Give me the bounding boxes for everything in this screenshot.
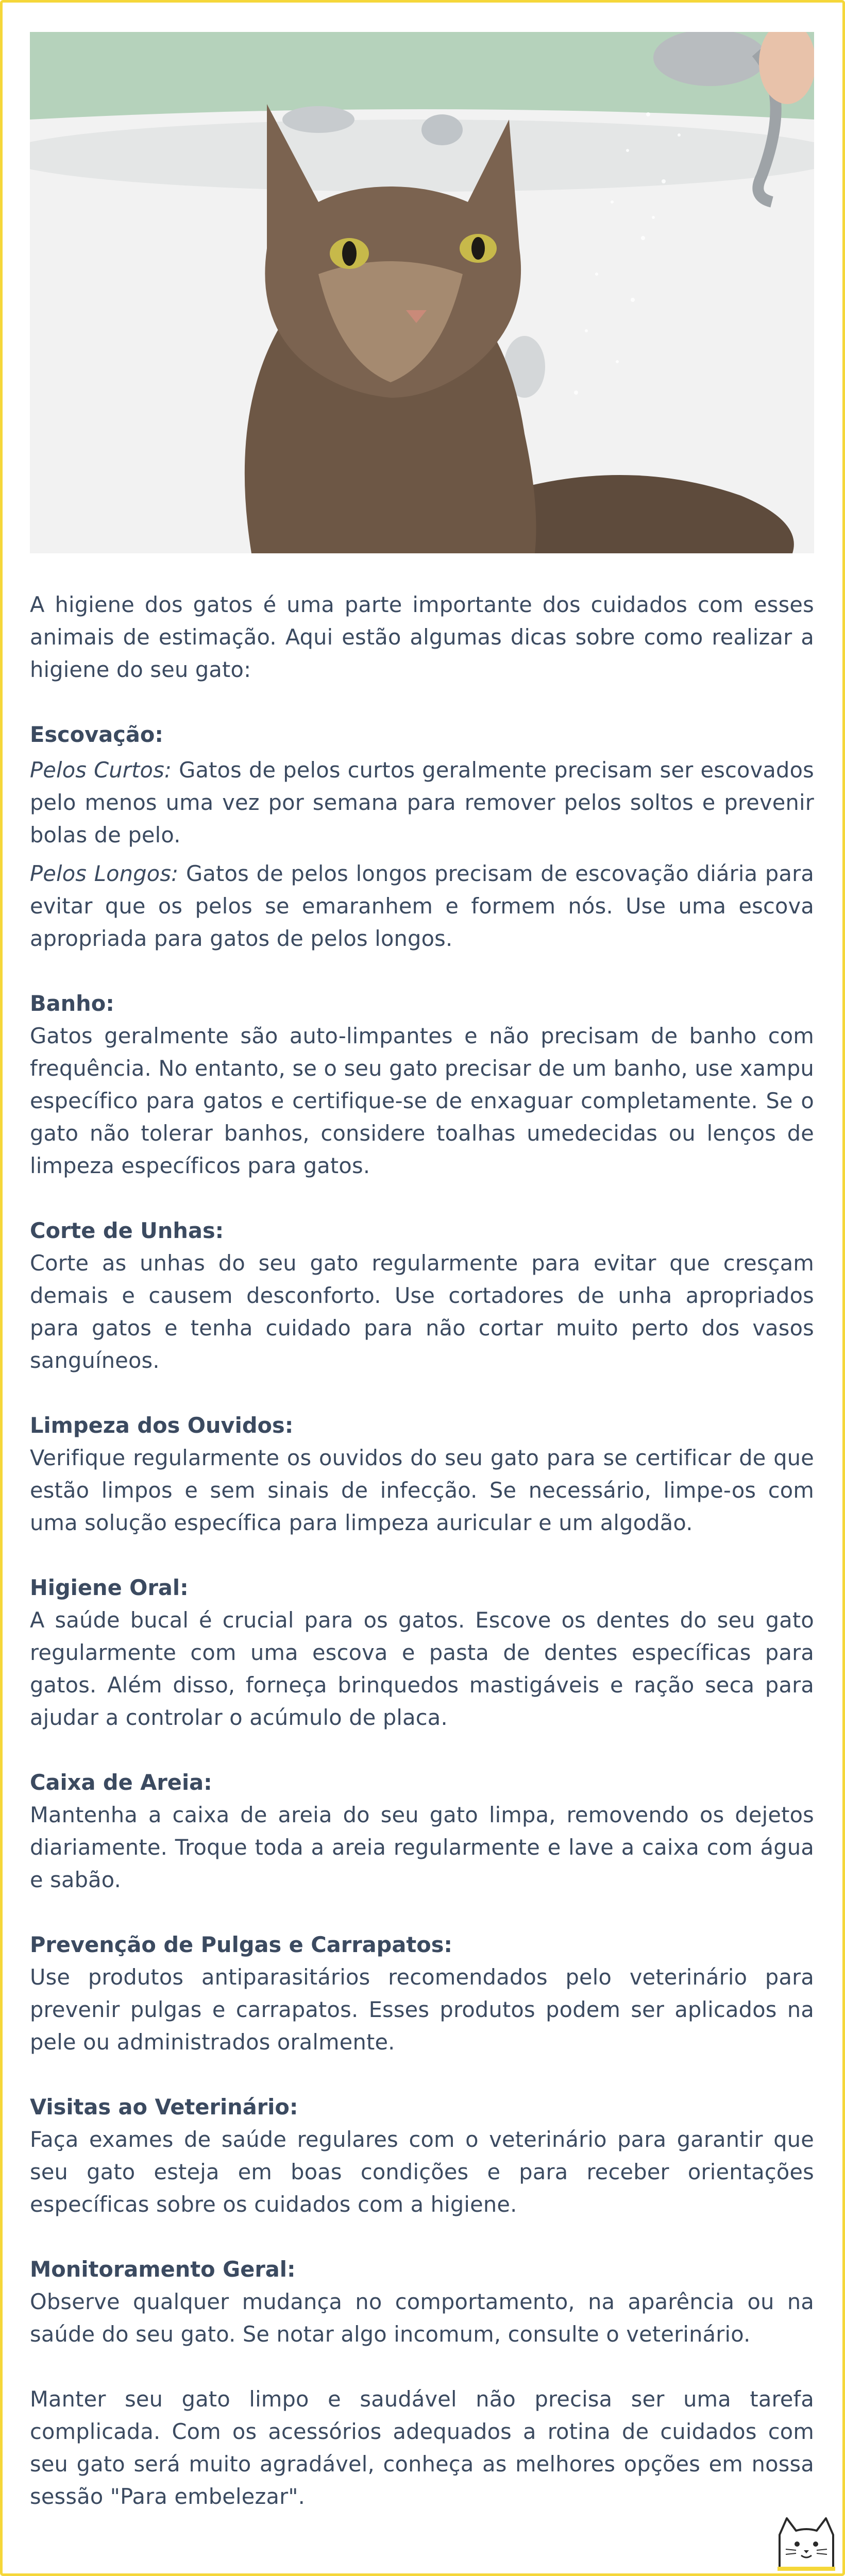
section-monitoramento-geral	[30, 2253, 814, 2350]
section-title: Visitas ao Veterinário:	[30, 2094, 298, 2120]
section-escovacao	[30, 718, 814, 955]
section-higiene-oral	[30, 1571, 814, 1734]
section-caixa-de-areia	[30, 1766, 814, 1896]
sub-item-pelos-curtos	[30, 754, 814, 851]
section-body: Verifique regularmente os ouvidos do seu gato para se certificar de que estão limpos e sem sinais de infecção. Se necessário, limpe-os com uma solução específica para limpeza auricular e um algodão.	[30, 1445, 814, 1535]
sub-item-label: Pelos Curtos:	[30, 757, 172, 783]
section-body: Faça exames de saúde regulares com o veterinário para garantir que seu gato esteja em boas condições e para receber orientações específicas sobre os cuidados com a higiene.	[30, 2127, 814, 2217]
section-visitas-veterinario	[30, 2091, 814, 2221]
section-body: Use produtos antiparasitários recomendados pelo veterinário para prevenir pulgas e carrapatos. Esses produtos podem ser aplicados na pele ou administrados oralmente.	[30, 1964, 814, 2055]
outro-paragraph: Manter seu gato limpo e saudável não precisa ser uma tarefa complicada. Com os acessórios adequados a rotina de cuidados com seu gato será muito agradável, conheça as melhores opções em nossa sessão "Para embelezar".	[30, 2386, 814, 2509]
section-title: Prevenção de Pulgas e Carrapatos:	[30, 1932, 453, 1957]
section-prevencao-pulgas	[30, 1928, 814, 2058]
section-body: Mantenha a caixa de areia do seu gato limpa, removendo os dejetos diariamente. Troque toda a areia regularmente e lave a caixa com água e sabão.	[30, 1802, 814, 1892]
section-body: Observe qualquer mudança no comportamento, na aparência ou na saúde do seu gato. Se notar algo incomum, consulte o veterinário.	[30, 2289, 814, 2347]
section-title: Corte de Unhas:	[30, 1218, 224, 1243]
section-limpeza-dos-ouvidos	[30, 1409, 814, 1539]
section-body: Corte as unhas do seu gato regularmente para evitar que cresçam demais e causem desconforto. Use cortadores de unha apropriados para gatos e tenha cuidado para não cortar muito perto dos vasos sanguíneos.	[30, 1250, 814, 1373]
section-title: Banho:	[30, 991, 114, 1016]
sub-item-text: Gatos de pelos longos precisam de escovação diária para evitar que os pelos se emaranhem e formem nós. Use uma escova apropriada para gatos de pelos longos.	[30, 861, 814, 951]
hero-image-wet-cat	[30, 32, 814, 553]
section-title: Escovação:	[30, 722, 163, 747]
section-corte-de-unhas	[30, 1214, 814, 1377]
sub-item-text: Gatos de pelos curtos geralmente precisam ser escovados pelo menos uma vez por semana para remover pelos soltos e prevenir bolas de pelo.	[30, 757, 814, 848]
section-title: Limpeza dos Ouvidos:	[30, 1413, 294, 1438]
sub-item-label: Pelos Longos:	[30, 861, 179, 886]
section-body: A saúde bucal é crucial para os gatos. Escove os dentes do seu gato regularmente com uma escova e pasta de dentes específicas para gatos. Além disso, forneça brinquedos mastigáveis e ração seca para ajudar a controlar o acúmulo de placa.	[30, 1607, 814, 1730]
intro-paragraph: A higiene dos gatos é uma parte importante dos cuidados com esses animais de estimação. Aqui estão algumas dicas sobre como realizar a higiene do seu gato:	[30, 592, 814, 682]
section-body: Gatos geralmente são auto-limpantes e não precisam de banho com frequência. No entanto, se o seu gato precisar de um banho, use xampu específico para gatos e certifique-se de enxaguar completamente. Se o gato não tolerar banhos, considere toalhas umedecidas ou lenços de limpeza específicos para gatos.	[30, 1023, 814, 1178]
article	[30, 32, 814, 2513]
cat-mascot-icon	[775, 2514, 837, 2571]
section-title: Caixa de Areia:	[30, 1770, 212, 1795]
section-title: Monitoramento Geral:	[30, 2257, 296, 2282]
sub-item-pelos-longos	[30, 857, 814, 955]
section-banho	[30, 987, 814, 1182]
section-title: Higiene Oral:	[30, 1575, 189, 1600]
